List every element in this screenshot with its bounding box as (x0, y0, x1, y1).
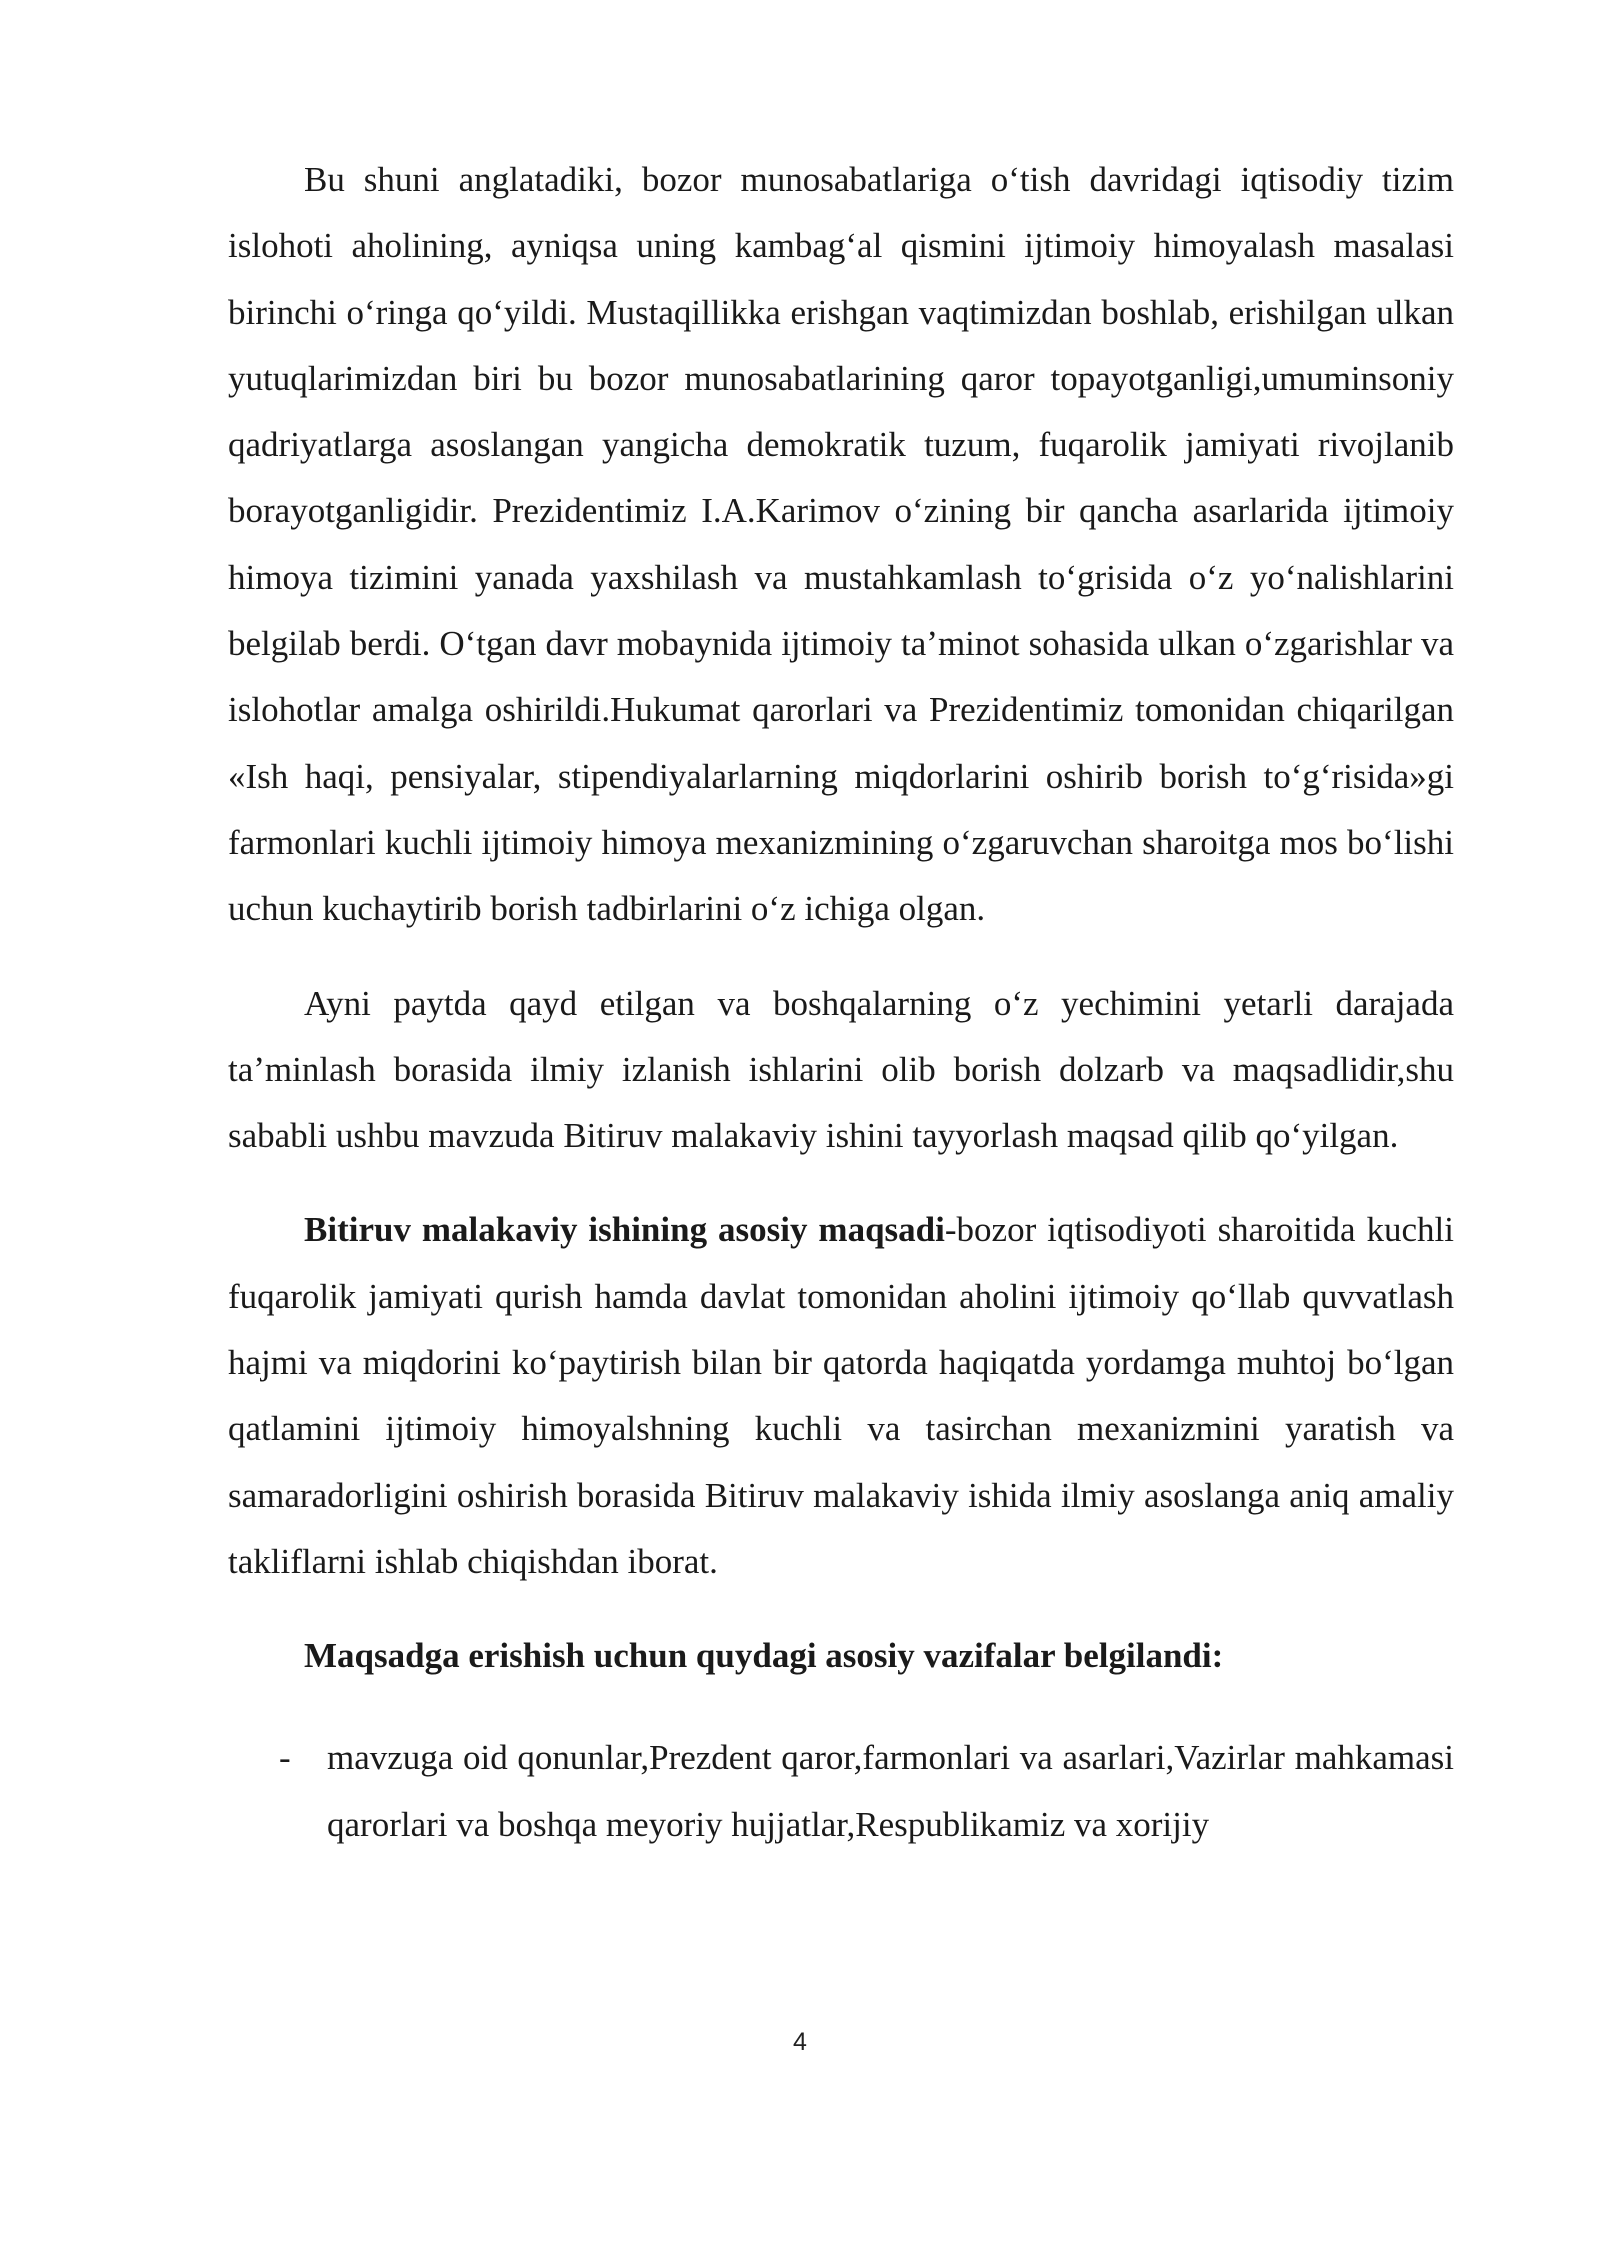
bullet-dash: - (279, 1738, 291, 1778)
list-item (228, 1725, 1454, 1858)
page-body (228, 147, 1454, 1858)
paragraph-intro: Bu shuni anglatadiki, bozor munosabatlariga oʻtish davridagi iqtisodiy tizim islohoti aholining, ayniqsa uning kambagʻal qismini ijtimoiy himoyalash masalasi birinchi oʻringa qoʻyildi. Mustaqillikka erishgan vaqtimizdan boshlab, erishilgan ulkan yutuqlarimizdan biri bu bozor munosabatlarining qaror topayotganligi,umuminsoniy qadriyatlarga asoslangan yangicha demokratik tuzum, fuqarolik jamiyati rivojlanib borayotganligidir. Prezidentimiz I.A.Karimov oʻzining bir qancha asarlarida ijtimoiy himoya tizimini yanada yaxshilash va mustahkamlash toʻgrisida oʻz yoʻnalishlarini belgilab berdi. Oʻtgan davr mobaynida ijtimoiy taʼminot sohasida ulkan oʻzgarishlar va islohotlar amalga oshirildi.Hukumat qarorlari va Prezidentimiz tomonidan chiqarilgan «Ish haqi, pensiyalar, stipendiyalarlarning miqdorlarini oshirib borish toʻgʻrisida»gi farmonlari kuchli ijtimoiy himoya mexanizmining oʻzgaruvchan sharoitga mos boʻlishi uchun kuchaytirib borish tadbirlarini oʻz ichiga olgan. (228, 160, 1454, 929)
goal-lead-phrase: Bitiruv malakaviy ishining asosiy maqsadi (304, 1210, 945, 1250)
page-number: 4 (793, 2028, 807, 2056)
tasks-heading: Maqsadga erishish uchun quydagi asosiy vazifalar belgilandi: (304, 1636, 1224, 1676)
paragraph-goal (228, 1197, 1454, 1595)
list-item-text: mavzuga oid qonunlar,Prezdent qaror,farmonlari va asarlari,Vazirlar mahkamasi qarorlari va boshqa meyoriy hujjatlar,Respublikamiz va xorijiy (327, 1738, 1454, 1844)
paragraph-relevance: Ayni paytda qayd etilgan va boshqalarning oʻz yechimini yetarli darajada taʼminlash borasida ilmiy izlanish ishlarini olib borish dolzarb va maqsadlidir,shu sababli ushbu mavzuda Bitiruv malakaviy ishini tayyorlash maqsad qilib qoʻyilgan. (228, 983, 1454, 1156)
tasks-list (228, 1725, 1454, 1858)
goal-body-text: -bozor iqtisodiyoti sharoitida kuchli fuqarolik jamiyati qurish hamda davlat tomonidan aholini ijtimoiy qoʻllab quvvatlash hajmi va miqdorini koʻpaytirish bilan bir qatorda haqiqatda yordamga muhtoj boʻlgan qatlamini ijtimoiy himoyalshning kuchli va tasirchan mexanizmini yaratish va samaradorligini oshirish borasida Bitiruv malakaviy ishida ilmiy asoslanga aniq amaliy takliflarni ishlab chiqishdan iborat. (228, 1210, 1455, 1581)
